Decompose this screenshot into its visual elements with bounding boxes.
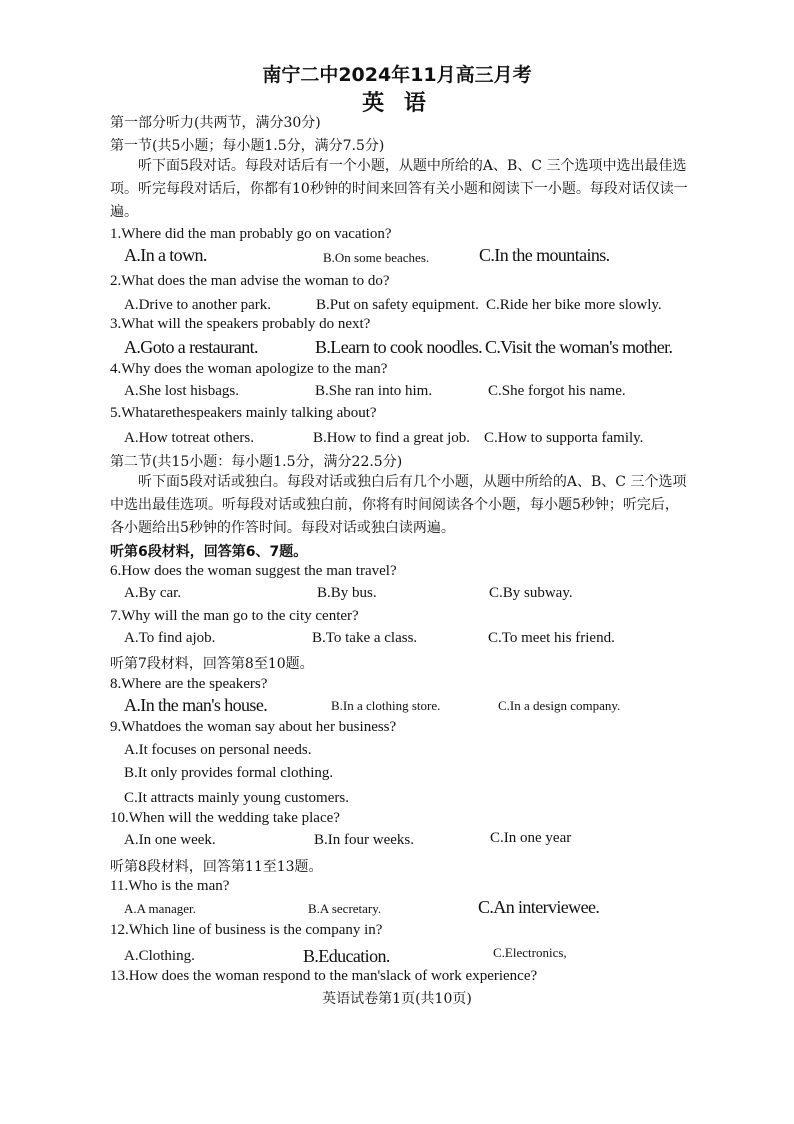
question-12: 12.Which line of business is the company in? <box>110 922 383 938</box>
q2-option-b[interactable]: B.Put on safety equipment. <box>316 297 479 313</box>
q12-option-a[interactable]: A.Clothing. <box>124 948 195 964</box>
q2-option-c[interactable]: C.Ride her bike more slowly. <box>486 297 662 313</box>
q3-option-b[interactable]: B.Learn to cook noodles. <box>315 337 483 357</box>
question-4: 4.Why does the woman apologize to the man? <box>110 361 388 377</box>
q5-option-c[interactable]: C.How to supporta family. <box>484 430 644 446</box>
q4-option-c[interactable]: C.She forgot his name. <box>488 383 626 399</box>
question-1: 1.Where did the man probably go on vacation? <box>110 226 392 242</box>
q2-option-a[interactable]: A.Drive to another park. <box>124 297 272 313</box>
part1-title: 第一部分听力(共两节，满分30分) <box>110 115 321 131</box>
question-3: 3.What will the speakers probably do next? <box>110 316 371 332</box>
question-8: 8.Where are the speakers? <box>110 676 268 692</box>
question-10: 10.When will the wedding take place? <box>110 810 340 826</box>
question-2: 2.What does the man advise the woman to do? <box>110 273 390 289</box>
q4-option-a[interactable]: A.She lost hisbags. <box>124 383 240 399</box>
q7-option-a[interactable]: A.To find ajob. <box>124 630 216 646</box>
q9-option-c[interactable]: C.It attracts mainly young customers. <box>124 790 349 806</box>
material-7-heading: 听第7段材料，回答第8至10题。 <box>110 656 314 672</box>
question-11: 11.Who is the man? <box>110 878 230 894</box>
q5-option-b[interactable]: B.How to find a great job. <box>313 430 471 446</box>
q5-option-a[interactable]: A.How totreat others. <box>124 430 254 446</box>
q12-option-b[interactable]: B.Education. <box>303 946 390 966</box>
q10-option-c[interactable]: C.In one year <box>490 830 572 846</box>
question-7: 7.Why will the man go to the city center? <box>110 608 359 624</box>
material-6-heading: 听第6段材料，回答第6、7题。 <box>110 544 308 560</box>
section1-instructions: 听下面5段对话。每段对话后有一个小题，从题中所给的A、B、C 三个选项中选出最佳选项。听完每段对话后，你都有10秒钟的时间来回答有关小题和阅读下一小题。每段对话仅读一遍。 <box>110 158 688 220</box>
q1-option-b[interactable]: B.On some beaches. <box>323 250 430 265</box>
question-13: 13.How does the woman respond to the man'slack of work experience? <box>110 968 538 984</box>
section2-instructions: 听下面5段对话或独白。每段对话或独白后有几个小题，从题中所给的A、B、C 三个选项中选出最佳选项。听每段对话或独白前，你将有时间阅读各个小题，每小题5秒钟；听完后，各小题给出5秒钟的作答时间。每段对话或独白读两遍。 <box>110 474 687 536</box>
q8-option-a[interactable]: A.In the man's house. <box>124 695 268 715</box>
q9-option-b[interactable]: B.It only provides formal clothing. <box>124 765 334 781</box>
q10-option-b[interactable]: B.In four weeks. <box>314 832 414 848</box>
q1-option-a[interactable]: A.In a town. <box>124 245 207 265</box>
q8-option-b[interactable]: B.In a clothing store. <box>331 698 441 713</box>
q4-option-b[interactable]: B.She ran into him. <box>315 383 433 399</box>
q3-option-a[interactable]: A.Goto a restaurant. <box>124 337 258 357</box>
page-footer: 英语试卷第1页(共10页) <box>322 991 472 1007</box>
q9-option-a[interactable]: A.It focuses on personal needs. <box>124 742 312 758</box>
q8-option-c[interactable]: C.In a design company. <box>498 698 621 713</box>
q6-option-b[interactable]: B.By bus. <box>317 585 377 601</box>
q11-option-b[interactable]: B.A secretary. <box>308 901 382 916</box>
question-6: 6.How does the woman suggest the man travel? <box>110 563 397 579</box>
question-9: 9.Whatdoes the woman say about her business? <box>110 719 397 735</box>
material-8-heading: 听第8段材料，回答第11至13题。 <box>110 859 323 875</box>
school-title: 南宁二中2024年11月高三月考 <box>262 64 532 86</box>
q7-option-b[interactable]: B.To take a class. <box>312 630 418 646</box>
section1-title: 第一节(共5小题；每小题1.5分，满分7.5分) <box>110 138 385 154</box>
q1-option-c[interactable]: C.In the mountains. <box>479 245 610 265</box>
q3-option-c[interactable]: C.Visit the woman's mother. <box>485 337 673 357</box>
subject-title: 英 语 <box>362 91 432 116</box>
q11-option-c[interactable]: C.An interviewee. <box>478 897 600 917</box>
section2-title: 第二节(共15小题：每小题1.5分，满分22.5分) <box>110 454 403 470</box>
q11-option-a[interactable]: A.A manager. <box>124 901 196 916</box>
q6-option-a[interactable]: A.By car. <box>124 585 182 601</box>
question-5: 5.Whatarethespeakers mainly talking about? <box>110 405 377 421</box>
q10-option-a[interactable]: A.In one week. <box>124 832 216 848</box>
q12-option-c[interactable]: C.Electronics, <box>493 945 567 960</box>
q7-option-c[interactable]: C.To meet his friend. <box>488 630 615 646</box>
q6-option-c[interactable]: C.By subway. <box>489 585 573 601</box>
